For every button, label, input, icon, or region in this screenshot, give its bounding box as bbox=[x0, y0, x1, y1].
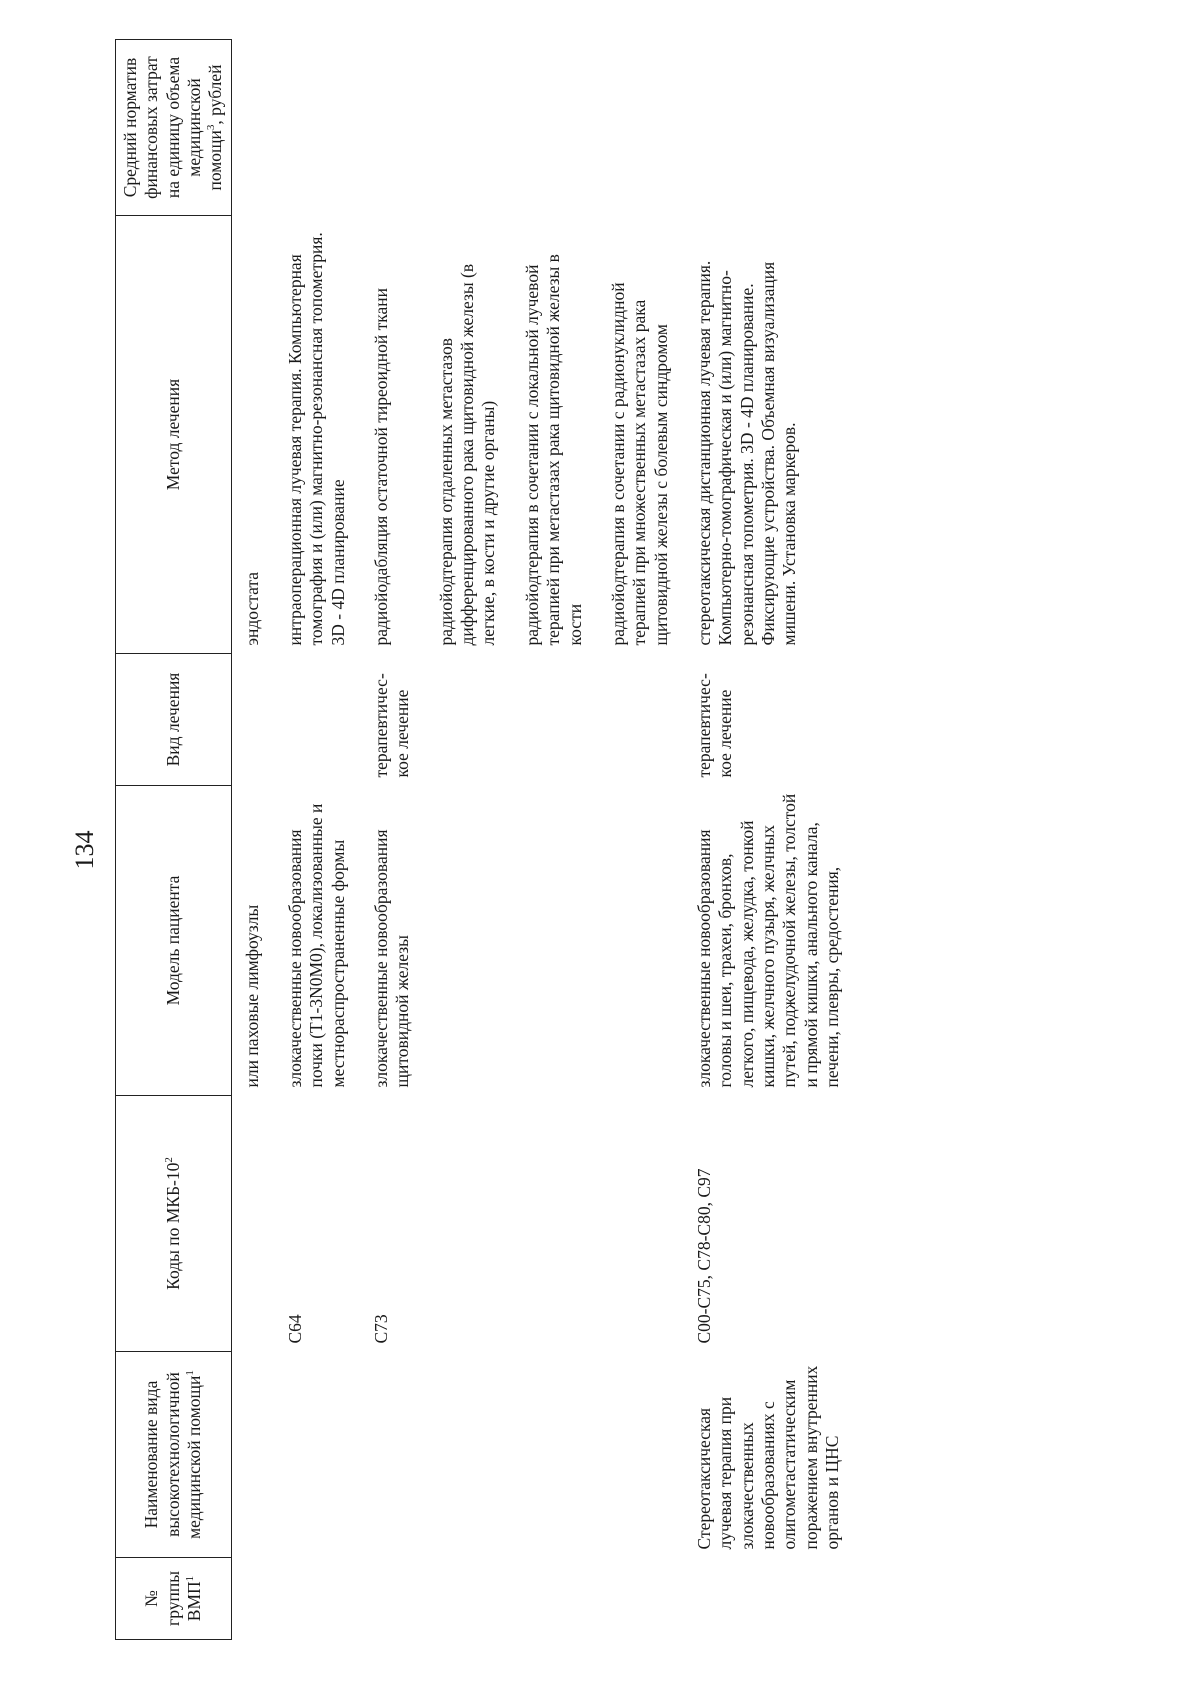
cell-name bbox=[269, 1352, 355, 1558]
cell-model: или паховые лимфоузлы bbox=[241, 904, 262, 1088]
cell-codes: C73 bbox=[371, 1314, 392, 1344]
cell-name bbox=[355, 1352, 420, 1558]
cell-type bbox=[269, 654, 355, 786]
cell-cost bbox=[506, 40, 592, 216]
header-care-type-name: Наименование вида высокотехнологичной медицинской помощи$^1$ bbox=[116, 1352, 232, 1558]
rotated-table-container bbox=[115, 40, 1055, 1640]
cell-name bbox=[592, 1352, 678, 1558]
cell-group bbox=[678, 1558, 849, 1640]
table-header-row bbox=[116, 40, 232, 1640]
cell-model bbox=[506, 786, 592, 1096]
cell-codes bbox=[592, 1096, 678, 1352]
cell-codes bbox=[420, 1096, 506, 1352]
cell-model: злокачественные новообразования щитовидной железы bbox=[371, 829, 413, 1088]
cell-group bbox=[231, 1558, 269, 1640]
cell-method: радиойодтерапия в сочетании с радионуклидной терапией при множественных метастазах рака щитовидной железы с болевым синдромом bbox=[607, 282, 671, 646]
cell-cost bbox=[231, 40, 269, 216]
cell-method: интраоперационная лучевая терапия. Компьютерная томография и (или) магнитно-резонансная топометрия. 3D - 4D планирование bbox=[285, 232, 348, 646]
cell-codes bbox=[506, 1096, 592, 1352]
cell-name: Стереотаксическая лучевая терапия при злокачественных новообразованиях с олигометастатическим поражением внутренних органов и ЦНС bbox=[693, 1365, 842, 1550]
header-treatment-type: Вид лечения bbox=[116, 654, 232, 786]
cell-codes: C00-C75, C78-C80, C97 bbox=[693, 1168, 714, 1344]
table-row bbox=[420, 40, 506, 1640]
cell-type bbox=[420, 654, 506, 786]
cell-cost bbox=[269, 40, 355, 216]
table-row bbox=[231, 40, 269, 1640]
table-row bbox=[355, 40, 420, 1640]
cell-cost bbox=[420, 40, 506, 216]
cell-type bbox=[592, 654, 678, 786]
table-row bbox=[678, 40, 849, 1640]
cell-method: радиойодтерапия в сочетании с локальной лучевой терапией при метастазах рака щитовидной железы в кости bbox=[521, 254, 585, 646]
table-row bbox=[506, 40, 592, 1640]
cell-method: эндостата bbox=[241, 571, 262, 646]
cell-group bbox=[269, 1558, 355, 1640]
cell-model bbox=[420, 786, 506, 1096]
cell-group bbox=[592, 1558, 678, 1640]
cell-codes: C64 bbox=[285, 1314, 306, 1344]
cell-model bbox=[592, 786, 678, 1096]
header-icd-codes: Коды по МКБ-$10^2$ bbox=[116, 1096, 232, 1352]
cell-model: злокачественные новообразования головы и шеи, трахеи, бронхов, легкого, пищевода, желудка, тонкой кишки, желчного пузыря, желчных путей, поджелудочной железы, толстой и прямой кишки, анального канала, печени, плевры, средостения, bbox=[693, 793, 842, 1088]
cell-method: радиойодтерапия отдаленных метастазов дифференцированного рака щитовидной железы (в легкие, в кости и другие органы) bbox=[435, 263, 499, 646]
cell-codes bbox=[231, 1096, 269, 1352]
header-treatment-method: Метод лечения bbox=[116, 216, 232, 654]
cell-group bbox=[506, 1558, 592, 1640]
cell-type bbox=[231, 654, 269, 786]
cell-name bbox=[420, 1352, 506, 1558]
cell-type: терапевтичес-кое лечение bbox=[371, 673, 413, 778]
table-row bbox=[269, 40, 355, 1640]
page-number: 134 bbox=[70, 830, 99, 870]
vmp-table bbox=[115, 39, 849, 1640]
cell-name bbox=[231, 1352, 269, 1558]
cell-model: злокачественные новообразования почки (T1-3N0M0), локализованные и местнораспространенные формы bbox=[285, 803, 348, 1088]
header-patient-model: Модель пациента bbox=[116, 786, 232, 1096]
cell-type: терапевтичес-кое лечение bbox=[693, 673, 736, 778]
cell-method: стереотаксическая дистанционная лучевая терапия. Компьютерно-томографическая и (или) магнитно-резонансная топометрия. 3D - 4D планирование. Фиксирующие устройства. Объемная визуализация мишени. Установка маркеров. bbox=[693, 260, 800, 646]
cell-cost bbox=[678, 40, 849, 216]
cell-cost bbox=[592, 40, 678, 216]
cell-group bbox=[420, 1558, 506, 1640]
cell-type bbox=[506, 654, 592, 786]
cell-name bbox=[506, 1352, 592, 1558]
cell-cost bbox=[355, 40, 420, 216]
header-average-cost: Средний норматив финансовых затрат на единицу объема медицинской помощи$^3$, рублей bbox=[116, 40, 232, 216]
header-group-number: № группы ВМП$^1$ bbox=[116, 1558, 232, 1640]
cell-group bbox=[355, 1558, 420, 1640]
cell-method: радиойодабляция остаточной тиреоидной ткани bbox=[371, 287, 392, 646]
table-row bbox=[592, 40, 678, 1640]
